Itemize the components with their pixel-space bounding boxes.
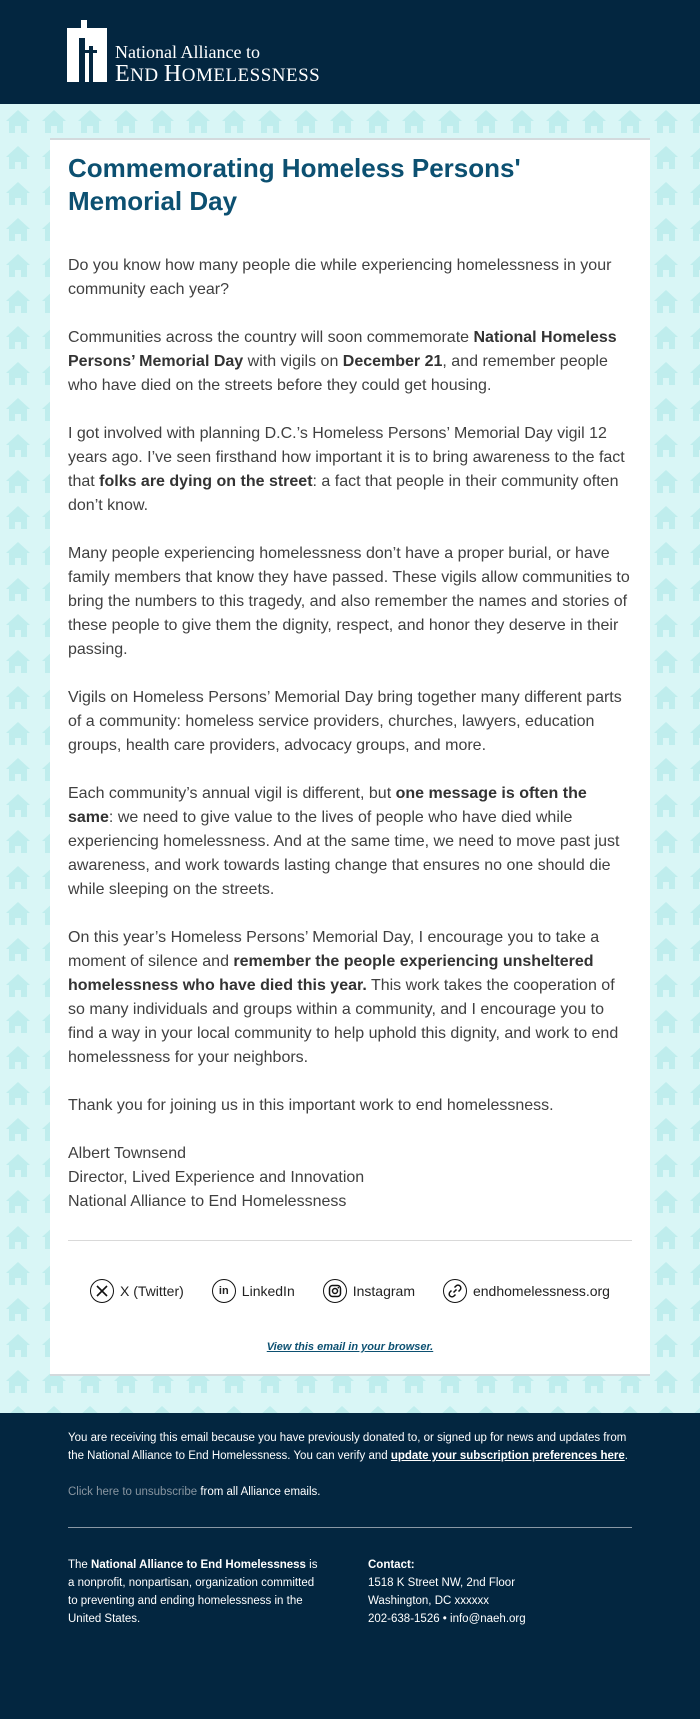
x-icon bbox=[90, 1279, 114, 1303]
paragraph-6: Each community’s annual vigil is different, but one message is often the same: we need to give value to the lives of people who have died while experiencing homelessness. And at the same time, we need to move past just awareness, and work towards lasting change that ensures no one should die while sleeping on the streets. bbox=[68, 785, 620, 898]
email-header bbox=[0, 0, 700, 104]
social-link-website[interactable] bbox=[443, 1279, 610, 1303]
naeh-logo[interactable] bbox=[67, 20, 320, 88]
paragraph-5: Vigils on Homeless Persons’ Memorial Day bring together many different parts of a community: homeless service providers, churches, lawyers, education groups, health care providers, advocacy groups, and more. bbox=[68, 689, 622, 754]
subscription-notice: You are receiving this email because you have previously donated to, or signed up for news and updates from the National Alliance to End Homelessness. You can verify and update your subscription preferences here. bbox=[68, 1432, 628, 1462]
email-footer bbox=[0, 1413, 700, 1719]
social-link-linkedin[interactable] bbox=[212, 1279, 295, 1303]
logo-line1: National Alliance to bbox=[115, 42, 260, 62]
house-pattern-background bbox=[0, 104, 700, 1413]
signature-title: Director, Lived Experience and Innovation bbox=[68, 1169, 365, 1186]
social-link-instagram[interactable] bbox=[323, 1279, 415, 1303]
link-icon bbox=[443, 1279, 467, 1303]
logo-mark-icon bbox=[67, 20, 107, 82]
divider bbox=[68, 1240, 632, 1241]
paragraph-7: On this year’s Homeless Persons’ Memorial Day, I encourage you to take a moment of silence and remember the people experiencing unsheltered homelessness who have died this year. This work takes the cooperation of so many individuals and groups within a community, and I encourage you to find a way in your local community to help uphold this dignity, and work to end homelessness for your neighbors. bbox=[68, 929, 619, 1066]
unsubscribe-link[interactable]: Click here to unsubscribe bbox=[68, 1486, 198, 1498]
address-line2: Washington, DC xxxxxx bbox=[368, 1595, 489, 1607]
social-label-website: endhomelessness.org bbox=[472, 1283, 610, 1299]
unsubscribe-line: Click here to unsubscribe from all Alliance emails. bbox=[68, 1486, 321, 1498]
logo-text bbox=[115, 20, 320, 88]
paragraph-2: Communities across the country will soon commemorate National Homeless Persons’ Memorial Day with vigils on December 21, and remember people who have died on the streets before they could get housing. bbox=[68, 329, 617, 394]
contact-info bbox=[368, 1556, 588, 1628]
footer-columns bbox=[68, 1556, 632, 1628]
paragraph-3: I got involved with planning D.C.’s Homeless Persons’ Memorial Day vigil 12 years ago. I’ve seen firsthand how important it is to bring awareness to the fact that folks are dying on the street: a fact that people in their community often don’t know. bbox=[68, 425, 625, 514]
footer-divider bbox=[68, 1527, 632, 1528]
phone-email: 202-638-1526 • info@naeh.org bbox=[368, 1613, 526, 1625]
view-in-browser-link[interactable]: View this email in your browser. bbox=[266, 1341, 434, 1353]
article-body bbox=[68, 254, 632, 1214]
paragraph-8: Thank you for joining us in this important work to end homelessness. bbox=[68, 1097, 554, 1114]
social-label-twitter: X (Twitter) bbox=[120, 1283, 184, 1299]
linkedin-icon: in bbox=[212, 1279, 236, 1303]
signature-name: Albert Townsend bbox=[68, 1145, 186, 1162]
signature-org: National Alliance to End Homelessness bbox=[68, 1193, 347, 1210]
article-title: Commemorating Homeless Persons' Memorial Day bbox=[68, 153, 521, 216]
social-label-instagram: Instagram bbox=[352, 1283, 415, 1299]
paragraph-1: Do you know how many people die while experiencing homelessness in your community each year? bbox=[68, 257, 612, 298]
update-subscription-link[interactable]: update your subscription preferences here bbox=[390, 1450, 625, 1462]
instagram-icon bbox=[323, 1279, 347, 1303]
email-card bbox=[50, 138, 650, 1376]
paragraph-4: Many people experiencing homelessness don’t have a proper burial, or have family members that know they have passed. These vigils allow communities to bring the numbers to this tragedy, and also remember the names and stories of these people to give them the dignity, respect, and honor they deserve in their passing. bbox=[68, 545, 630, 658]
address-line1: 1518 K Street NW, 2nd Floor bbox=[368, 1577, 516, 1589]
about-text: The National Alliance to End Homelessness is a nonprofit, nonpartisan, organization committed to preventing and ending homelessness in the United States. bbox=[68, 1559, 318, 1625]
social-link-twitter[interactable] bbox=[90, 1279, 184, 1303]
social-links bbox=[50, 1279, 650, 1303]
contact-heading: Contact: bbox=[368, 1559, 415, 1571]
logo-line2: END HOMELESSNESS bbox=[115, 61, 321, 87]
social-label-linkedin: LinkedIn bbox=[241, 1283, 295, 1299]
